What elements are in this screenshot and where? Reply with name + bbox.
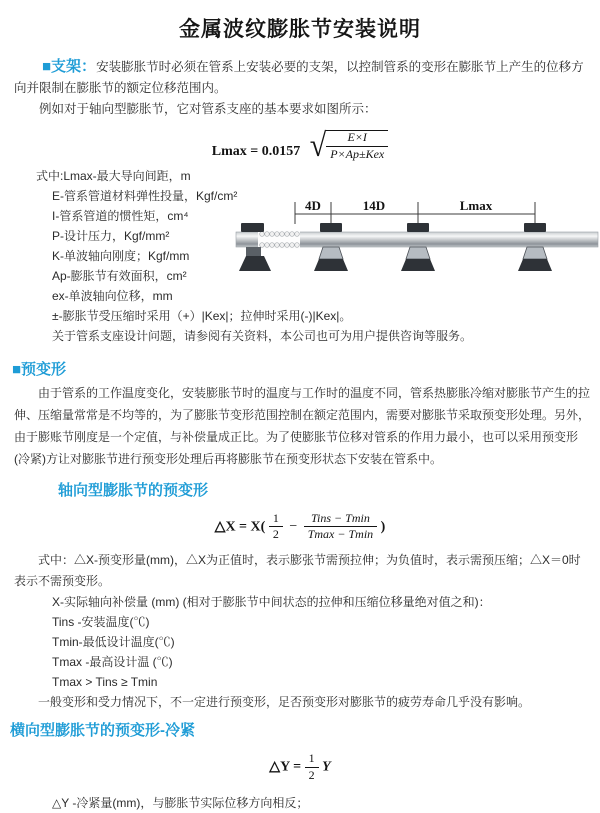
axial-formula-rhs: ) — [380, 519, 386, 535]
dimension-label-14d: 14D — [362, 197, 386, 213]
axial-preform-formula — [0, 512, 600, 543]
lmax-formula — [0, 127, 600, 164]
axial-definition-line: Tins -安装温度(℃) — [52, 615, 150, 630]
lmax-fraction-numerator: E×I — [326, 131, 388, 147]
axial-definition-line: Tmin-最低设计温度(℃) — [52, 635, 175, 650]
lateral-formula-rhs: Y — [322, 759, 331, 775]
fraction-numerator: Tins − Tmin — [304, 512, 377, 528]
definition-line: E-管系管道材料弹性投量，Kgf/cm² — [52, 188, 238, 203]
definition-line: ex-单波轴向位移，mm — [52, 288, 173, 303]
definition-line: K-单波轴向刚度；Kgf/mm — [52, 248, 190, 263]
one-half-fraction — [305, 752, 319, 783]
axial-definition-line: X-实际轴向补偿量 (mm) (相对于膨胀节中间状态的拉伸和压缩位移量绝对值之和)： — [52, 595, 491, 610]
dimension-label-4d: 4D — [305, 197, 321, 213]
definition-line: I-管系管道的惯性矩，cm⁴ — [52, 208, 189, 223]
bellows-section — [258, 230, 300, 249]
axial-definition-line: Tmax -最高设计温 (℃) — [52, 655, 173, 670]
fraction-denominator: Tmax − Tmin — [307, 527, 374, 542]
support-intro-paragraph — [14, 56, 586, 99]
page-title: 金属波纹膨胀节安装说明 — [179, 18, 421, 41]
minus-operator: − — [289, 519, 298, 535]
definition-line: P-设计压力，Kgf/mm² — [52, 228, 170, 243]
preform-body-text: 由于管系的工作温度变化，安装膨胀节时的温度与工作时的温度不同，管系热膨胀冷缩对膨胀节产生的拉伸、压缩量常常是不均等的，为了膨胀节变形范围控制在额定范围内，需要对膨胀节采取预变形处理。另外，由于膨账节刚度是一个定值，与补偿量成正比。为了使膨胀节位移对管系的作用力最小，也可以采用预变形(冷紧)方让对膨胀节进行预变形处理后再将膨胀节在预变形状态下安装在管系中。 — [14, 385, 591, 466]
fraction-numerator: 1 — [305, 752, 319, 768]
support-intro-text: 安装膨胀节时必须在管系上安装必要的支架，以控制管系的变形在膨胀节上产生的位移方向并限制在膨胀节的额定位移范围内。 — [14, 60, 584, 95]
definitions-and-diagram — [0, 166, 600, 346]
axial-formula-lhs: △X = X( — [214, 519, 266, 535]
lateral-formula-lhs: △Y = — [269, 759, 302, 775]
axial-note-1: 式中：△X-预变形量(mm)，△X为正值时，表示膨张节需预拉伸；为负值时，表示需预压缩；△X＝0时表示不需预变形。 — [14, 553, 581, 589]
fraction-numerator: 1 — [269, 512, 283, 528]
definition-line: 式中:Lmax-最大导向间距，m — [36, 168, 191, 183]
fraction-denominator: 2 — [308, 767, 315, 782]
one-half-fraction — [269, 512, 283, 543]
lateral-note: △Y -冷紧量(mm)，与膨胀节实际位移方向相反； — [52, 795, 309, 810]
lmax-fraction-denominator: P×Ap±Kex — [330, 146, 385, 161]
subsection-heading-lateral: 横向型膨胀节的预变形-冷紧 — [10, 722, 195, 740]
lmax-formula-lhs: Lmax = 0.0157 — [211, 143, 301, 159]
axial-definition-line: Tmax > Tins ≥ Tmin — [52, 675, 158, 690]
lmax-fraction — [326, 130, 388, 162]
sqrt-expression — [309, 127, 388, 164]
dimension-lines — [295, 202, 535, 224]
definition-line: ±-膨胀节受压缩时采用（+）|Kex|；拉伸时采用(-)|Kex|。 — [52, 308, 352, 323]
temperature-fraction — [304, 512, 377, 543]
sqrt-radical-icon: √ — [309, 127, 327, 164]
section-heading-preform: ■预变形 — [12, 360, 67, 378]
definition-line: Ap-膨胀节有效面积，cm² — [52, 268, 187, 283]
lateral-preform-formula — [0, 752, 600, 783]
section-heading-support: ■支架： — [42, 58, 97, 75]
axial-note-2: 一般变形和受力情况下，不一定进行预变形，足否预变形对膨胀节的疲劳寿命几乎没有影响。 — [38, 695, 531, 710]
dimension-label-lmax: Lmax — [459, 197, 493, 213]
support-example-text: 例如对于轴向型膨胀节，它对管系支座的基本要求如图所示： — [39, 102, 377, 116]
pipe-support-diagram — [236, 192, 598, 292]
fraction-denominator: 2 — [272, 527, 279, 542]
support-note: 关于管系支座设计问题，请参阅有关资料，本公司也可为用户提供咨询等服务。 — [52, 328, 473, 343]
subsection-heading-axial: 轴向型膨胀节的预变形 — [58, 481, 209, 499]
